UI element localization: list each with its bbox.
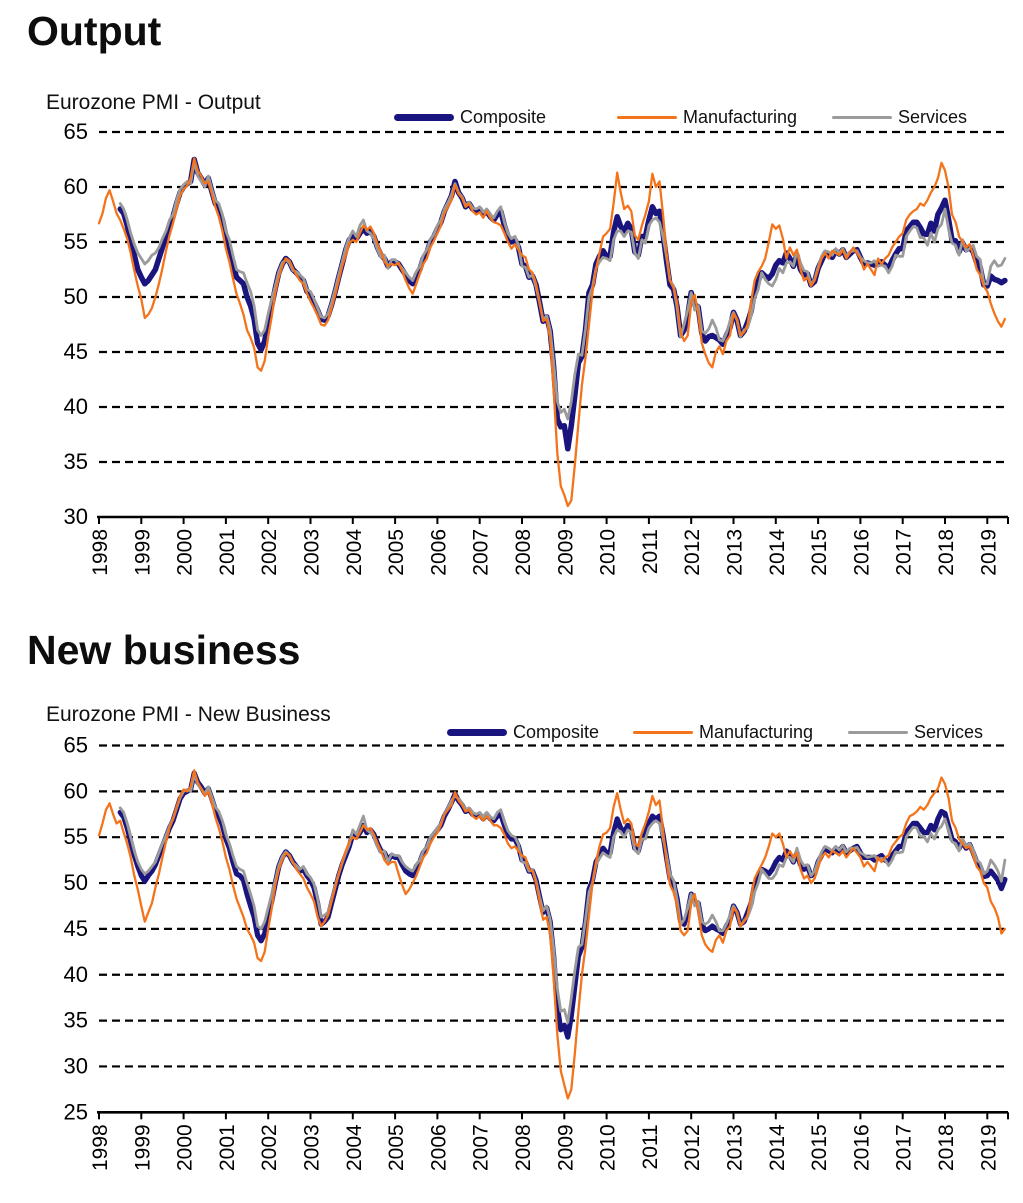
x-tick-label-1998: 1998 (89, 1124, 112, 1172)
x-tick-label-2004: 2004 (342, 1124, 366, 1172)
manufacturing-line-swatch (633, 731, 693, 734)
x-tick-label-2019: 2019 (977, 1124, 1001, 1172)
x-tick-label-2011: 2011 (638, 529, 662, 575)
x-tick-label-2006: 2006 (427, 1124, 451, 1172)
y-tick-label-55: 55 (63, 824, 88, 850)
x-tick-label-2003: 2003 (300, 529, 324, 576)
y-tick-label-40: 40 (63, 394, 88, 419)
legend-label-composite: Composite (460, 106, 547, 127)
legend-item-services (848, 721, 983, 743)
x-tick-label-2002: 2002 (258, 529, 282, 576)
y-tick-label-60: 60 (63, 174, 88, 199)
x-tick-label-2017: 2017 (892, 529, 916, 576)
x-tick-label-2008: 2008 (512, 1124, 535, 1172)
x-tick-label-2006: 2006 (427, 529, 451, 576)
legend-item-manufacturing (633, 721, 813, 743)
y-tick-label-65: 65 (63, 732, 88, 758)
x-tick-label-2001: 2001 (215, 1124, 239, 1172)
x-tick-label-2019: 2019 (977, 529, 1001, 576)
y-tick-label-25: 25 (63, 1099, 88, 1125)
x-tick-label-2005: 2005 (385, 1124, 409, 1172)
x-tick-label-2002: 2002 (258, 1124, 282, 1172)
y-tick-label-55: 55 (63, 229, 88, 254)
x-tick-label-2014: 2014 (765, 529, 789, 576)
x-tick-label-2001: 2001 (215, 529, 239, 576)
x-tick-label-2016: 2016 (850, 1124, 874, 1172)
x-tick-label-2017: 2017 (892, 1124, 916, 1172)
composite-line-swatch (394, 114, 454, 121)
x-tick-label-2007: 2007 (469, 1124, 493, 1172)
legend-new-business (0, 721, 1023, 743)
x-tick-label-2010: 2010 (596, 529, 620, 576)
y-tick-label-45: 45 (63, 339, 88, 364)
legend-label-services: Services (914, 721, 984, 742)
x-tick-label-2018: 2018 (935, 529, 958, 576)
x-tick-label-2009: 2009 (554, 529, 578, 576)
x-tick-label-2003: 2003 (300, 1124, 324, 1172)
series-services-line (120, 162, 1005, 419)
composite-line-swatch (447, 729, 507, 736)
y-tick-label-30: 30 (63, 504, 88, 529)
x-tick-label-2004: 2004 (342, 529, 366, 576)
x-tick-label-2013: 2013 (723, 529, 747, 576)
y-tick-label-35: 35 (63, 449, 88, 474)
legend-item-manufacturing (617, 106, 797, 128)
x-tick-label-2012: 2012 (681, 1124, 705, 1172)
manufacturing-line-swatch (617, 116, 677, 119)
x-tick-label-2009: 2009 (554, 1124, 578, 1172)
y-tick-label-60: 60 (63, 778, 88, 804)
x-tick-label-2000: 2000 (173, 529, 197, 576)
y-tick-label-50: 50 (63, 284, 88, 309)
x-tick-label-2015: 2015 (808, 529, 832, 576)
x-tick-label-2007: 2007 (469, 529, 493, 576)
legend-label-manufacturing: Manufacturing (683, 106, 798, 127)
y-tick-label-45: 45 (63, 915, 88, 941)
x-tick-label-1998: 1998 (89, 529, 112, 576)
legend-item-services (832, 106, 967, 128)
services-line-swatch (832, 116, 892, 119)
y-tick-label-50: 50 (63, 870, 88, 896)
x-tick-label-2015: 2015 (808, 1124, 832, 1172)
y-tick-label-40: 40 (63, 961, 88, 987)
y-tick-label-65: 65 (63, 119, 88, 144)
services-line-swatch (848, 731, 908, 734)
legend-item-composite (394, 106, 546, 128)
x-tick-label-2005: 2005 (385, 529, 409, 576)
legend-output (0, 106, 1023, 128)
legend-item-composite (447, 721, 599, 743)
chart-title-new-business: Eurozone PMI - New Business (46, 703, 331, 726)
legend-label-services: Services (898, 106, 968, 127)
legend-label-composite: Composite (513, 721, 600, 742)
section-heading-new-business: New business (27, 627, 301, 673)
legend-label-manufacturing: Manufacturing (699, 721, 814, 742)
x-tick-label-2014: 2014 (765, 1124, 789, 1172)
x-tick-label-2012: 2012 (681, 529, 705, 576)
x-tick-label-1999: 1999 (131, 1124, 155, 1172)
x-tick-label-2016: 2016 (850, 529, 874, 576)
x-tick-label-1999: 1999 (131, 529, 155, 576)
y-tick-label-35: 35 (63, 1007, 88, 1033)
x-tick-label-2000: 2000 (173, 1124, 197, 1172)
x-tick-label-2018: 2018 (935, 1124, 958, 1172)
chart-title-output: Eurozone PMI - Output (46, 91, 261, 114)
x-tick-label-2008: 2008 (512, 529, 535, 576)
x-tick-label-2013: 2013 (723, 1124, 747, 1172)
series-services-line (120, 775, 1005, 1023)
x-tick-label-2010: 2010 (596, 1124, 620, 1172)
x-tick-label-2011: 2011 (638, 1124, 662, 1170)
y-tick-label-30: 30 (63, 1053, 88, 1079)
section-heading-output: Output (27, 8, 162, 54)
